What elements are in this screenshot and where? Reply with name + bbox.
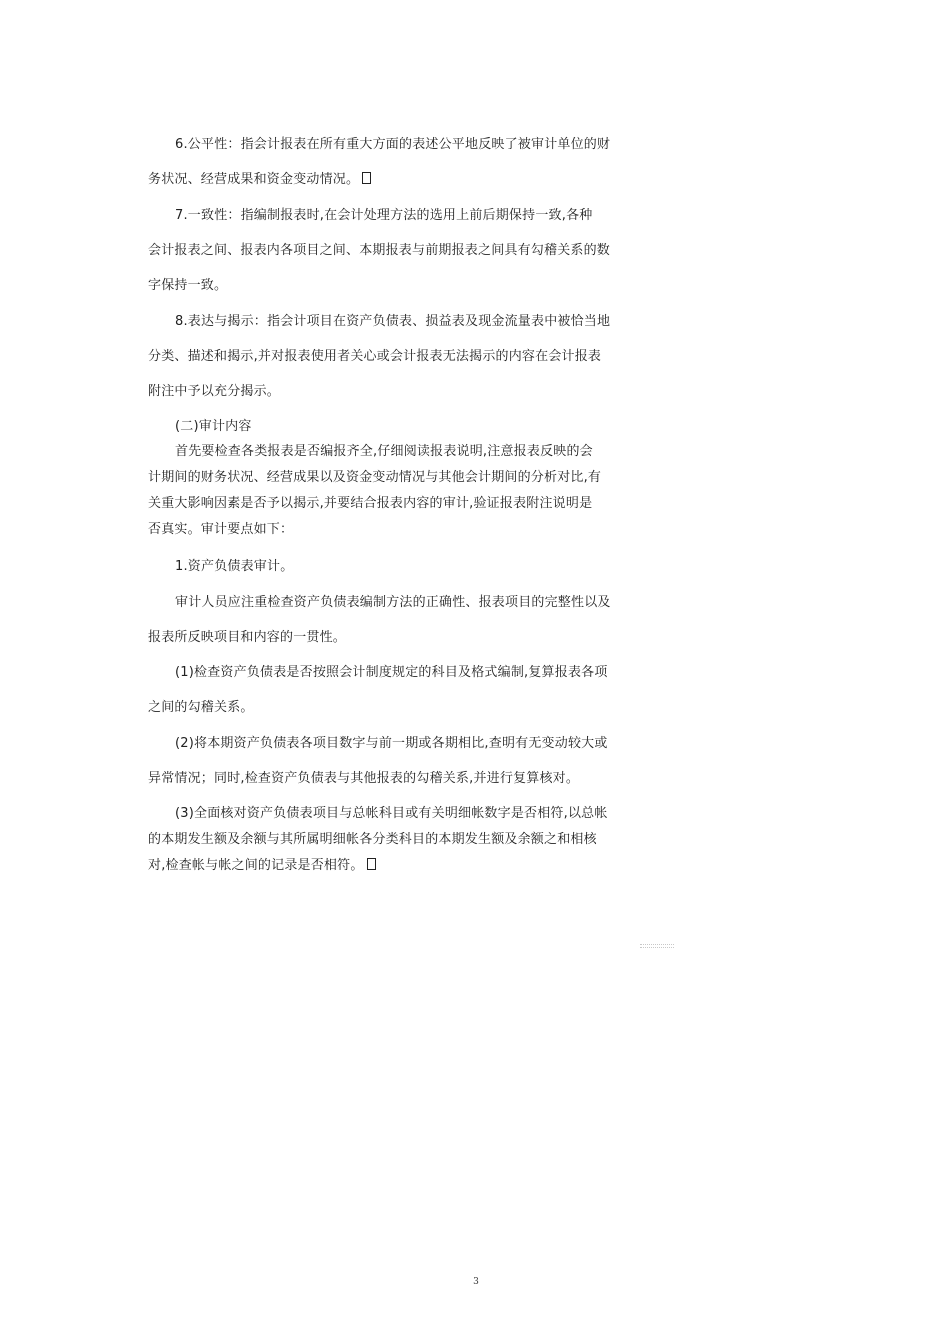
paragraph-line: 关重大影响因素是否予以揭示,并要结合报表内容的审计,验证报表附注说明是 [148, 496, 593, 511]
paragraph-line: 计期间的财务状况、经营成果以及资金变动情况与其他会计期间的分析对比,有 [148, 470, 602, 485]
paragraph-line: 分类、描述和揭示,并对报表使用者关心或会计报表无法揭示的内容在会计报表 [148, 349, 602, 364]
paragraph-line: 否真实。审计要点如下： [148, 522, 294, 537]
paragraph-line: 1.资产负债表审计。 [175, 559, 294, 574]
dotted-mark [640, 944, 674, 948]
paragraph-line: 字保持一致。 [148, 278, 228, 293]
paragraph-line: (3)全面核对资产负债表项目与总帐科目或有关明细帐数字是否相符,以总帐 [175, 806, 608, 821]
paragraph-line: 务状况、经营成果和资金变动情况。 [148, 172, 628, 188]
paragraph-line: 之间的勾稽关系。 [148, 700, 254, 715]
paragraph-line: 7.一致性：指编制报表时,在会计处理方法的选用上前后期保持一致,各种 [175, 208, 593, 223]
paragraph-line: (2)将本期资产负债表各项目数字与前一期或各期相比,查明有无变动较大或 [175, 736, 608, 751]
paragraph-line: 首先要检查各类报表是否编报齐全,仔细阅读报表说明,注意报表反映的会 [175, 444, 593, 459]
placeholder-box-icon [367, 858, 376, 870]
paragraph-line: 6.公平性：指会计报表在所有重大方面的表述公平地反映了被审计单位的财 [175, 137, 611, 152]
paragraph-line: 审计人员应注重检查资产负债表编制方法的正确性、报表项目的完整性以及 [175, 595, 611, 610]
placeholder-box-icon [362, 172, 371, 184]
paragraph-line: 异常情况；同时,检查资产负债表与其他报表的勾稽关系,并进行复算核对。 [148, 771, 580, 786]
paragraph-line: 报表所反映项目和内容的一贯性。 [148, 630, 347, 645]
paragraph-line: 8.表达与揭示：指会计项目在资产负债表、损益表及现金流量表中被恰当地 [175, 314, 611, 329]
paragraph-line: 的本期发生额及余额与其所属明细帐各分类科目的本期发生额及余额之和相核 [148, 832, 597, 847]
page-number: 3 [473, 1277, 479, 1287]
paragraph-line: 附注中予以充分揭示。 [148, 384, 281, 399]
paragraph-line: (1)检查资产负债表是否按照会计制度规定的科目及格式编制,复算报表各项 [175, 665, 608, 680]
section-heading: (二)审计内容 [175, 419, 252, 434]
paragraph-line: 对,检查帐与帐之间的记录是否相符。 [148, 858, 628, 874]
paragraph-line: 会计报表之间、报表内各项目之间、本期报表与前期报表之间具有勾稽关系的数 [148, 243, 611, 258]
